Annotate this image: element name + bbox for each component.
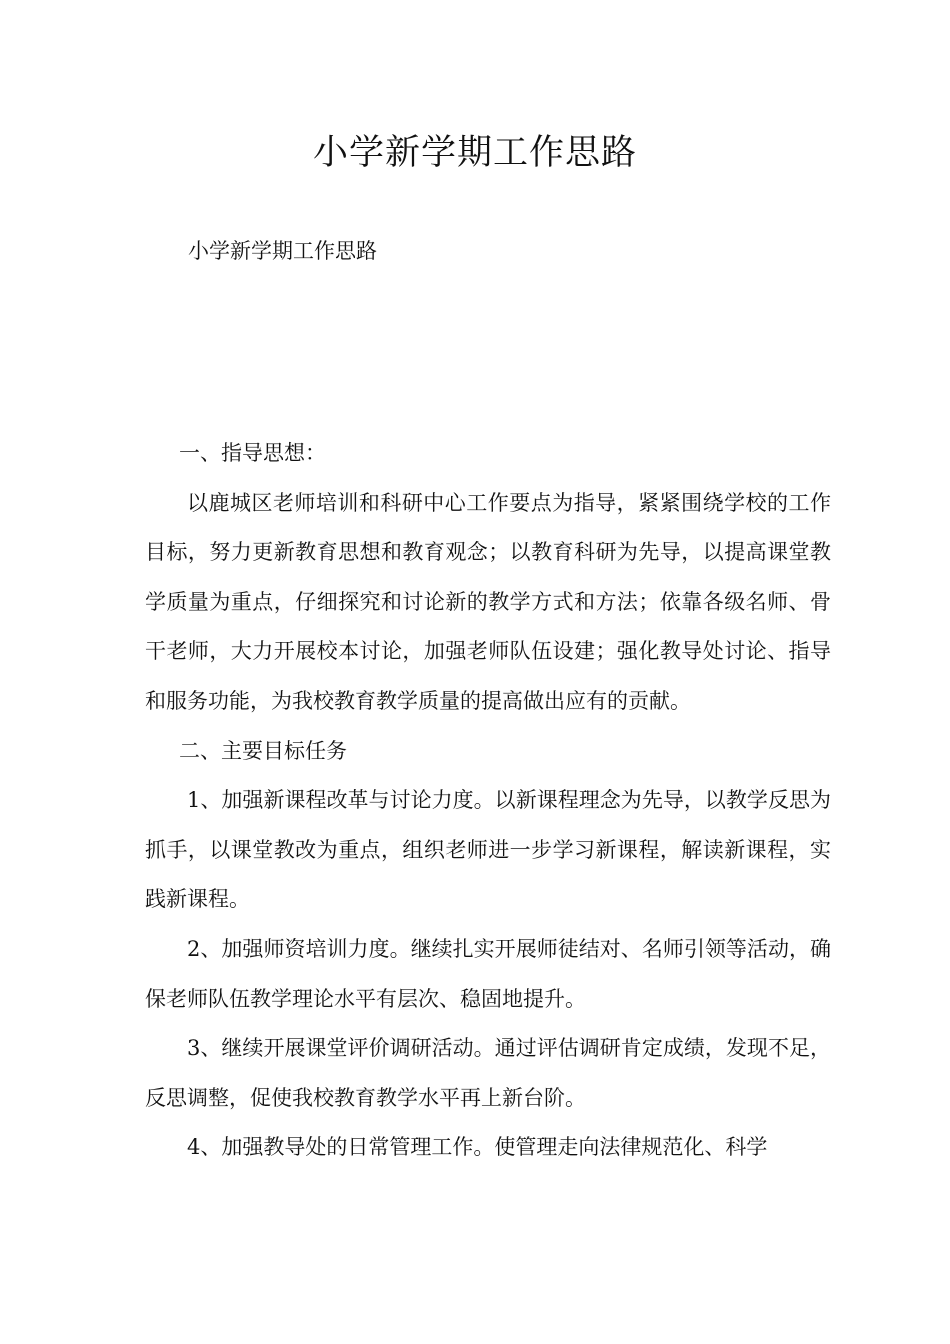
section-heading-main-goals: 二、主要目标任务	[179, 738, 347, 763]
section-heading-guiding-thought: 一、指导思想：	[179, 441, 326, 465]
paragraph-guiding-thought: 以鹿城区老师培训和科研中心工作要点为指导，紧紧围绕学校的工作目标，努力更新教育思想和教育观念；以教育科研为先导，以提高课堂教学质量为重点，仔细探究和讨论新的教学方式和方法；依靠各级名师、骨干老师，大力开展校本讨论，加强老师队伍设建；强化教导处讨论、指导和服务功能，为我校教育教学质量的提高做出应有的贡献。	[145, 490, 831, 713]
paragraph-goal-4: 4、加强教导处的日常管理工作。使管理走向法律规范化、科学	[187, 1135, 768, 1160]
document-subtitle: 小学新学期工作思路	[188, 239, 377, 263]
paragraph-goal-2: 2、加强师资培训力度。继续扎实开展师徒结对、名师引领等活动，确保老师队伍教学理论水平有层次、稳固地提升。	[145, 936, 831, 1011]
document-body	[145, 429, 831, 1173]
paragraph-goal-1: 1、加强新课程改革与讨论力度。以新课程理念为先导，以教学反思为抓手，以课堂教改为重点，组织老师进一步学习新课程，解读新课程，实践新课程。	[145, 788, 831, 912]
document-title: 小学新学期工作思路	[312, 133, 637, 173]
paragraph-goal-3: 3、继续开展课堂评价调研活动。通过评估调研肯定成绩，发现不足，反思调整，促使我校教育教学水平再上新台阶。	[145, 1036, 831, 1110]
